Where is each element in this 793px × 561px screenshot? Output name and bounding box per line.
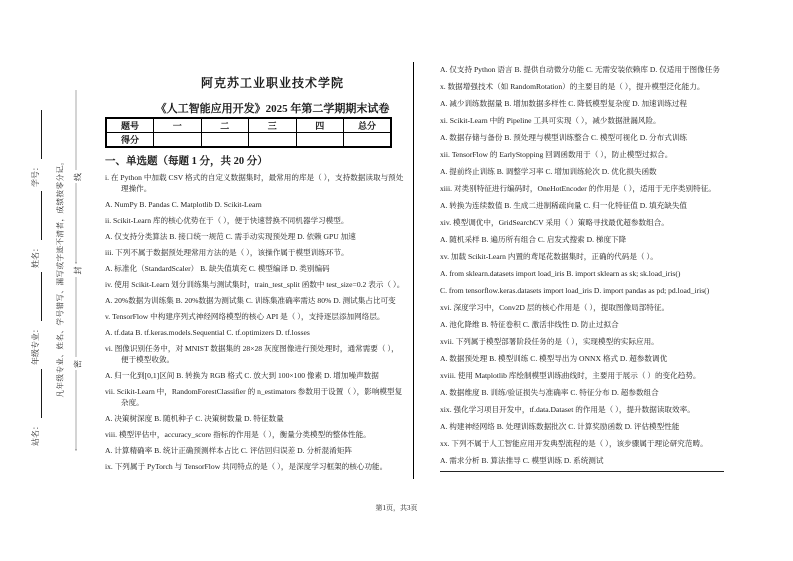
options-line: A. 数据维度 B. 训练/验证损失与准确率 C. 特征分布 D. 超参数组合 — [440, 388, 659, 397]
options-line: A. 随机采样 B. 遍历所有组合 C. 启发式搜索 D. 梯度下降 — [440, 235, 627, 244]
question-text: TensorFlow 中构建序列式神经网络模型的核心 API 是（ ），支持逐层添加网络层。 — [112, 312, 385, 321]
options-line: A. tf.data B. tf.keras.models.Sequential C. tf.optimizers D. tf.losses — [105, 328, 310, 337]
margin-student-fields — [30, 107, 42, 447]
score-table-cell: 得分 — [106, 133, 154, 148]
question-number: x. — [440, 82, 448, 91]
question-ix — [105, 461, 405, 472]
seal-line — [73, 91, 84, 451]
header — [105, 74, 440, 116]
question-number: ix. — [105, 462, 115, 471]
question-viii — [105, 429, 405, 440]
question-text: 强化学习项目开发中，tf.data.Dataset 的作用是（ ），提升数据读取效率。 — [453, 405, 695, 414]
section-title: 一、单选题（每题 1 分，共 20 分） — [105, 156, 268, 167]
options-line: A. 仅支持 Python 语言 B. 提供自动微分功能 C. 无需安装依赖库 D. 仅适用于图像任务 — [440, 65, 720, 74]
score-table-cell — [249, 133, 297, 148]
question-xv — [440, 251, 726, 262]
question-text: 使用 Scikit-Learn 划分训练集与测试集时，train_test_split 函数中 test_size=0.2 表示（ ）。 — [114, 280, 405, 289]
question-text: Scikit-Learn 中，RandomForestClassifier 的 n_estimators 参数用于设置（ ），影响模型复杂度。 — [116, 387, 403, 407]
question-v — [105, 311, 405, 322]
options-line: A. 数据存储与备份 B. 预处理与模型训练整合 C. 模型可视化 D. 分布式训练 — [440, 133, 688, 142]
question-text: 对类别特征进行编码时，OneHotEncoder 的作用是（ ），适用于无序类别特征。 — [453, 184, 716, 193]
options-line: A. 池化降维 B. 特征卷积 C. 激活非线性 D. 防止过拟合 — [440, 320, 619, 329]
question-text: 在 Python 中加载 CSV 格式的自定义数据集时，最常用的库是（ ），支持数据读取与预处理操作。 — [110, 173, 404, 193]
score-table-cell: 四 — [296, 118, 344, 133]
margin-field-label: 学号： — [31, 163, 40, 187]
question-iv — [105, 279, 405, 290]
score-table-header-row — [106, 118, 391, 133]
question-xix — [440, 404, 726, 415]
options-line: C. from tensorflow.keras.datasets import load_iris D. import pandas as pd; pd.load_iris() — [440, 286, 710, 295]
score-table — [105, 117, 392, 148]
question-text: 下列属于 PyTorch 与 TensorFlow 共同特点的是（ ），是深度学习框架的核心功能。 — [114, 462, 388, 471]
margin-field-label: 年级专业： — [31, 325, 40, 365]
options-line: A. 计算精确率 B. 统计正确预测样本占比 C. 评估回归误差 D. 分析混淆矩阵 — [105, 446, 353, 455]
question-number: xv. — [440, 252, 451, 261]
question-text: 下列不属于人工智能应用开发典型流程的是（ ），该步骤属于理论研究范畴。 — [451, 439, 708, 448]
question-number: xvii. — [440, 337, 456, 346]
score-table-cell — [296, 133, 344, 148]
margin-field-blank — [31, 191, 42, 240]
questions-column-left — [105, 172, 405, 477]
score-table-cell: 二 — [201, 118, 249, 133]
question-number: i. — [105, 173, 111, 182]
questions-column-right — [440, 64, 726, 472]
question-vii — [105, 386, 405, 408]
question-text: Scikit-Learn 库的核心优势在于（ ），便于快速替换不同机器学习模型。 — [113, 216, 349, 225]
question-xiv — [440, 217, 726, 228]
exam-title: 《人工智能应用开发》2025 年第二学期期末试卷 — [155, 103, 390, 115]
question-number: xi. — [440, 116, 450, 125]
options-line: A. 标准化（StandardScaler） B. 缺失值填充 C. 模型编译 D. 类别编码 — [105, 264, 330, 273]
seal-char: 封 — [73, 266, 83, 275]
question-number: xiv. — [440, 218, 454, 227]
seal-dotted-rule — [76, 371, 77, 451]
score-table-cell: 三 — [249, 118, 297, 133]
question-text: 深度学习中，Conv2D 层的核心作用是（ ），提取图像局部特征。 — [453, 303, 670, 312]
margin-field-label: 站名： — [31, 422, 40, 446]
question-number: ii. — [105, 216, 114, 225]
question-ii — [105, 215, 405, 226]
question-xvi — [440, 302, 726, 313]
options-line: A. 构建神经网络 B. 处理训练数据批次 C. 计算奖励函数 D. 评估模型性能 — [440, 422, 680, 431]
question-number: iii. — [105, 248, 116, 257]
margin-field-blank — [31, 110, 42, 159]
question-text: 数据增强技术（如 RandomRotation）的主要目的是（ ），提升模型泛化能力。 — [447, 82, 705, 91]
options-line: A. 决策树深度 B. 随机种子 C. 决策树数量 D. 特征数量 — [105, 414, 284, 423]
seal-char: 密 — [73, 360, 83, 368]
score-table-cell: 一 — [154, 118, 202, 133]
options-line: A. from sklearn.datasets import load_iris B. import sklearn as sk; sk.load_iris() — [440, 269, 681, 278]
score-table-cell: 总分 — [344, 118, 392, 133]
options-line: A. 20%数据为训练集 B. 20%数据为测试集 C. 训练集准确率需达 80% D. 测试集占比可变 — [105, 296, 396, 305]
question-xi — [440, 115, 726, 126]
question-xvii — [440, 336, 726, 347]
question-text: 加载 Scikit-Learn 内置的鸢尾花数据集时，正确的代码是（ ）。 — [450, 252, 658, 261]
seal-char: 线 — [73, 173, 83, 181]
question-i — [105, 172, 405, 194]
options-line: A. NumPy B. Pandas C. Matplotlib D. Scikit-Learn — [105, 200, 262, 209]
question-number: xviii. — [440, 371, 458, 380]
margin-zero-score-notice: 凡年级专业、姓名、学号错写、漏写或字迹不清者，成绩按零分记。 — [55, 157, 65, 398]
question-text: 下列属于模型部署阶段任务的是（ ），实现模型的实际应用。 — [455, 337, 659, 346]
question-number: xix. — [440, 405, 454, 414]
question-number: xvi. — [440, 303, 454, 312]
seal-dotted-rule — [76, 278, 77, 358]
question-xii — [440, 149, 726, 160]
question-number: vi. — [105, 344, 115, 353]
question-x — [440, 81, 726, 92]
question-text: 模型评估中，accuracy_score 指标的作用是（ ），衡量分类模型的整体性能。 — [118, 430, 371, 439]
question-number: xx. — [440, 439, 452, 448]
score-table-cell — [154, 133, 202, 148]
options-line: A. 需求分析 B. 算法推导 C. 模型训练 D. 系统测试 — [440, 456, 604, 465]
question-text: 模型调优中，GridSearchCV 采用（ ）策略寻找最优超参数组合。 — [453, 218, 669, 227]
question-iii — [105, 247, 405, 258]
question-xx — [440, 438, 726, 449]
options-line: A. 数据预处理 B. 模型训练 C. 模型导出为 ONNX 格式 D. 超参数调优 — [440, 354, 668, 363]
score-table-cell: 题号 — [106, 118, 154, 133]
question-number: xii. — [440, 150, 452, 159]
question-text: 下列不属于数据预处理常用方法的是（ ），该操作属于模型训练环节。 — [115, 248, 349, 257]
margin-field-blank — [31, 272, 42, 321]
page-footer: 第1页，共3页 — [375, 504, 418, 512]
question-xviii — [440, 370, 726, 381]
school-name: 阿克苏工业职业技术学院 — [200, 76, 344, 90]
margin-field-label: 姓名： — [31, 244, 40, 268]
question-number: viii. — [105, 430, 119, 439]
score-table-cell — [201, 133, 249, 148]
question-number: v. — [105, 312, 113, 321]
question-text: TensorFlow 的 EarlyStopping 回调函数用于（ ），防止模型过拟合。 — [451, 150, 673, 159]
options-line: A. 减少训练数据量 B. 增加数据多样性 C. 降低模型复杂度 D. 加速训练过程 — [440, 99, 688, 108]
question-number: vii. — [105, 387, 117, 396]
column-divider-line — [413, 62, 414, 479]
section-end-rule — [440, 471, 724, 472]
question-text: Scikit-Learn 中的 Pipeline 工具可实现（ ），减少数据泄漏风险。 — [449, 116, 661, 125]
score-table-score-row — [106, 133, 391, 148]
seal-dotted-rule — [76, 91, 77, 171]
question-text: 使用 Matplotlib 库绘制模型训练曲线时，主要用于展示（ ）的变化趋势。 — [457, 371, 701, 380]
question-text: 图像识别任务中，对 MNIST 数据集的 28×28 灰度图像进行预处理时，通常需要（ ），便于模型收敛。 — [114, 344, 399, 364]
question-number: iv. — [105, 280, 115, 289]
question-number: xiii. — [440, 184, 454, 193]
question-vi — [105, 343, 405, 365]
options-line: A. 提前终止训练 B. 调整学习率 C. 增加训练轮次 D. 优化损失函数 — [440, 167, 657, 176]
score-table-cell — [344, 133, 392, 148]
seal-dotted-rule — [76, 184, 77, 264]
options-line: A. 转换为连续数值 B. 生成二进制稀疏向量 C. 归一化特征值 D. 填充缺失值 — [440, 201, 688, 210]
question-xiii — [440, 183, 726, 194]
options-line: A. 归一化到[0,1]区间 B. 转换为 RGB 格式 C. 放大到 100×100 像素 D. 增加噪声数据 — [105, 371, 379, 380]
options-line: A. 仅支持分类算法 B. 接口统一规范 C. 需手动实现预处理 D. 依赖 GPU 加速 — [105, 232, 356, 241]
margin-field-blank — [31, 369, 42, 418]
